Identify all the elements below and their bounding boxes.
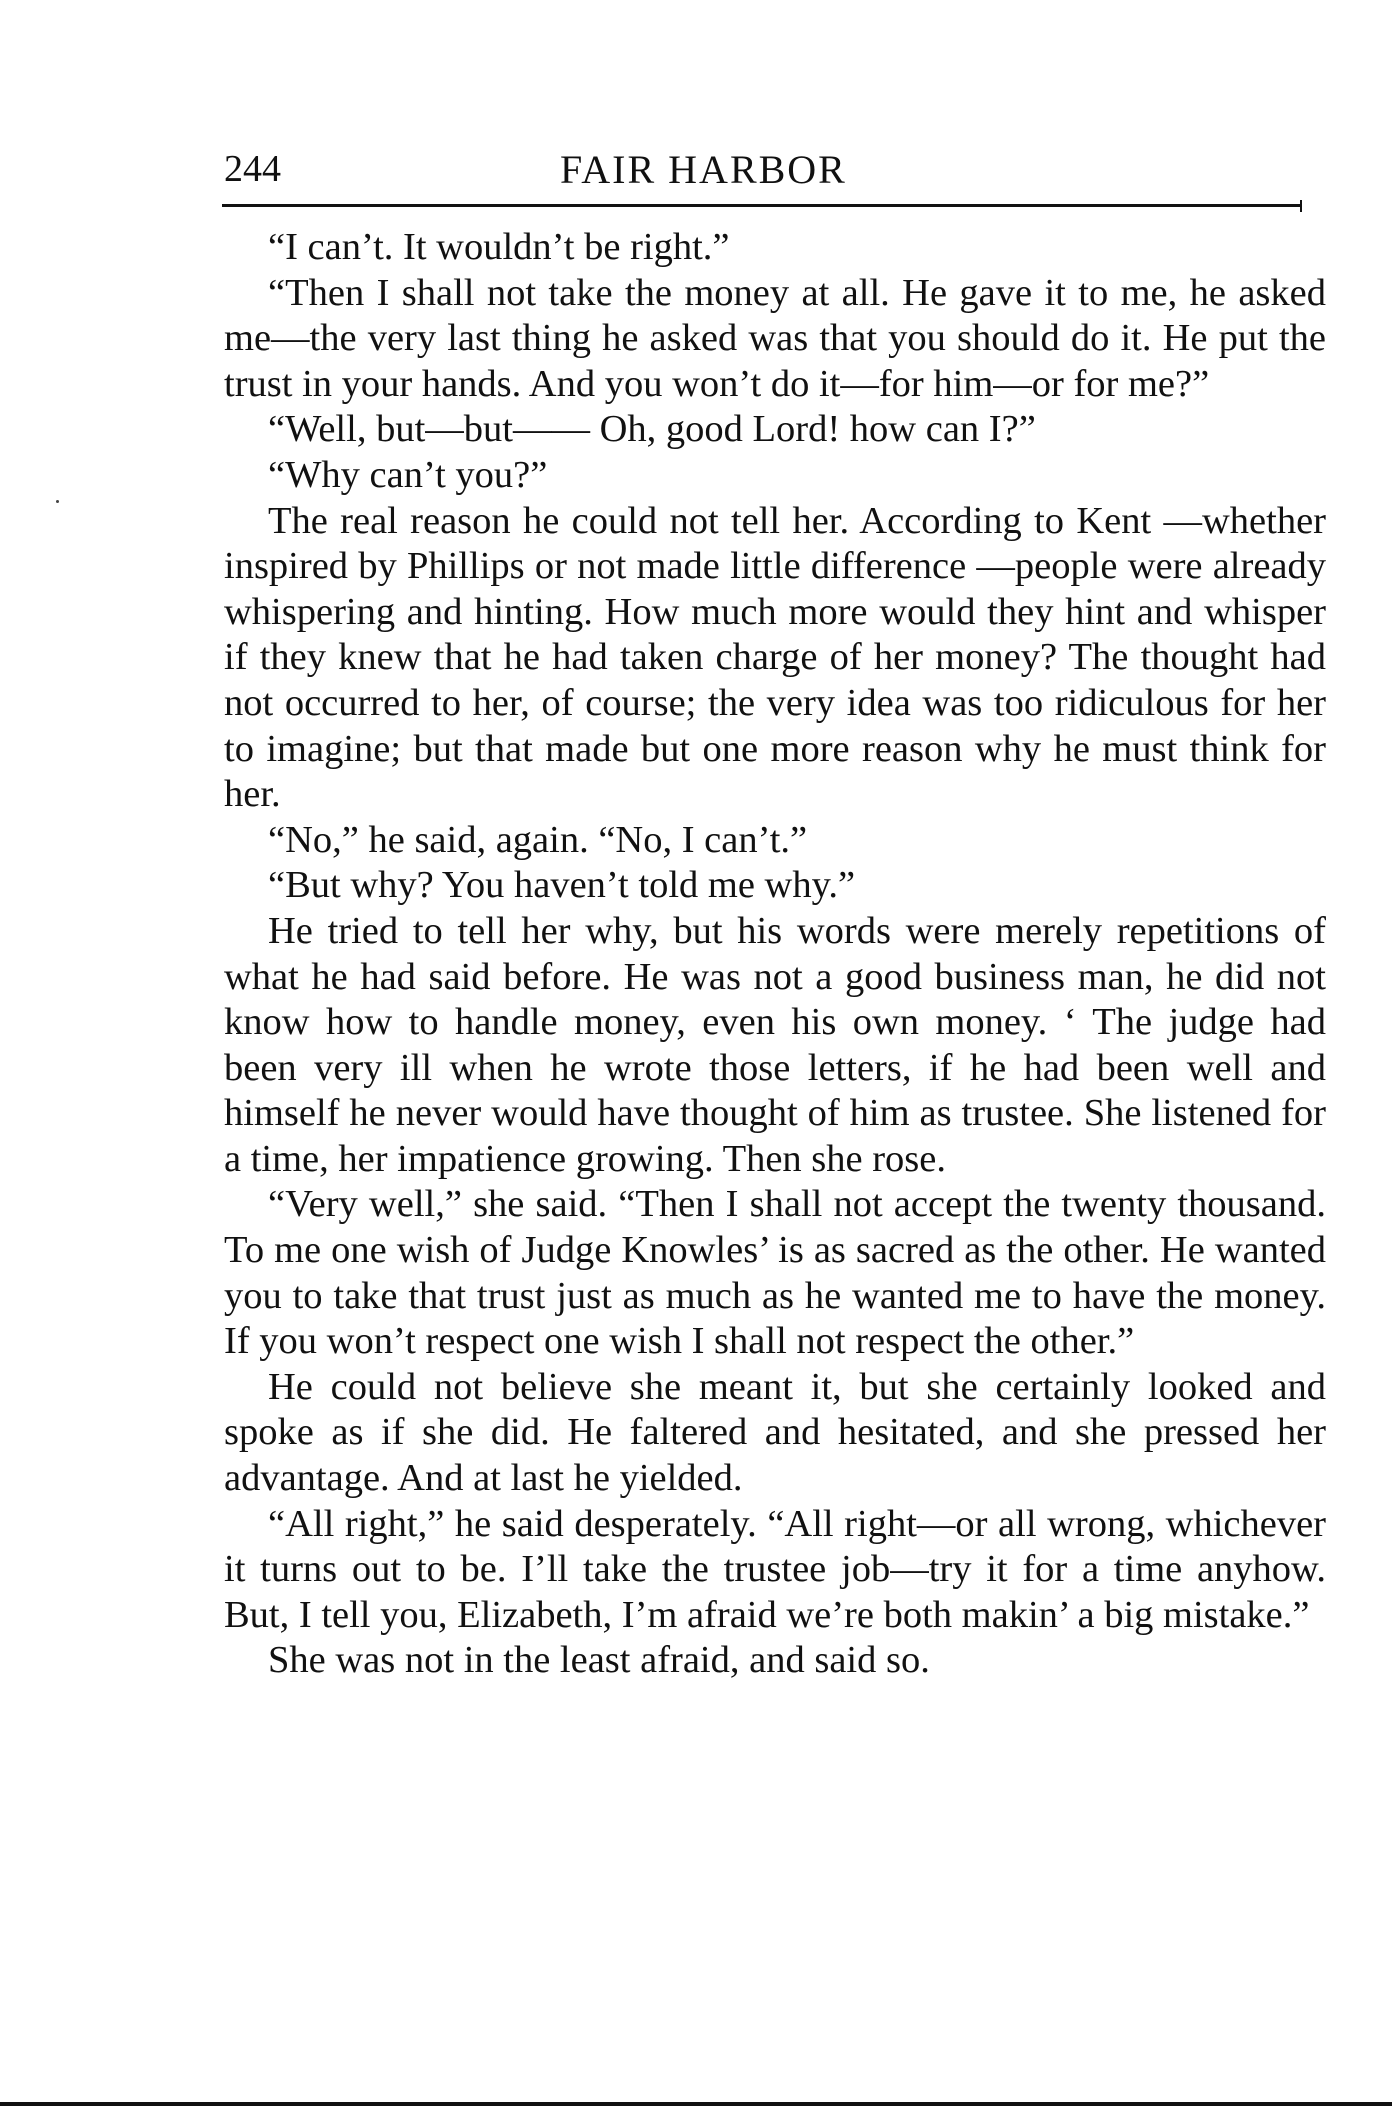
page-number: 244 [224, 148, 281, 190]
header-rule [222, 204, 1302, 207]
page-bottom-edge [0, 2102, 1392, 2106]
paragraph: He could not believe she meant it, but she certainly looked and spoke as if she did. He faltered and hesitated, and she pressed her advantage. And at last he yielded. [224, 1365, 1326, 1500]
paragraph: “All right,” he said desperately. “All right—or all wrong, whichever it turns out to be. I’ll take the trustee job—try it for a time anyhow. But, I tell you, Elizabeth, I’m afraid we’re both makin’ a big mistake.” [224, 1502, 1326, 1636]
paragraph: “Very well,” she said. “Then I shall not accept the twenty thousand. To me one wish of Judge Knowles’ is as sacred as the other. He wanted you to take that trust just as much as he wanted me to have the money. If you won’t respect one wish I shall not respect the other.” [224, 1183, 1326, 1363]
body-text [224, 225, 1326, 1684]
paragraph: “I can’t. It wouldn’t be right.” [268, 226, 730, 268]
running-title: FAIR HARBOR [560, 147, 847, 192]
paragraph: “But why? You haven’t told me why.” [268, 864, 856, 907]
paragraph: “Then I shall not take the money at all. He gave it to me, he asked me—the very last thing he asked was that you should do it. He put the trust in your hands. And you won’t do it—for him—or for me?” [224, 271, 1326, 405]
paragraph: The real reason he could not tell her. According to Kent —whether inspired by Phillips or not made little difference —people were already whispering and hinting. How much more would they hint and whisper if they knew that he had taken charge of her money? The thought had not occurred to her, of course; the very idea was too ridiculous for her to imagine; but that made but one more reason why he must think for her. [224, 499, 1326, 816]
paragraph: She was not in the least afraid, and said so. [268, 1639, 930, 1682]
paragraph: “Why can’t you?” [268, 453, 548, 496]
paragraph: “Well, but—but—— Oh, good Lord! how can I?” [268, 408, 1036, 451]
scan-speck [56, 500, 59, 503]
header-rule-tick [1300, 200, 1302, 212]
paragraph: He tried to tell her why, but his words were merely repetitions of what he had said before. He was not a good business man, he did not know how to handle money, even his own money. ‘ The judge had been very ill when he wrote those letters, if he had been well and himself he never would have thought of him as trustee. She listened for a time, her impatience growing. Then she rose. [224, 909, 1326, 1180]
paragraph: “No,” he said, again. “No, I can’t.” [268, 818, 808, 861]
